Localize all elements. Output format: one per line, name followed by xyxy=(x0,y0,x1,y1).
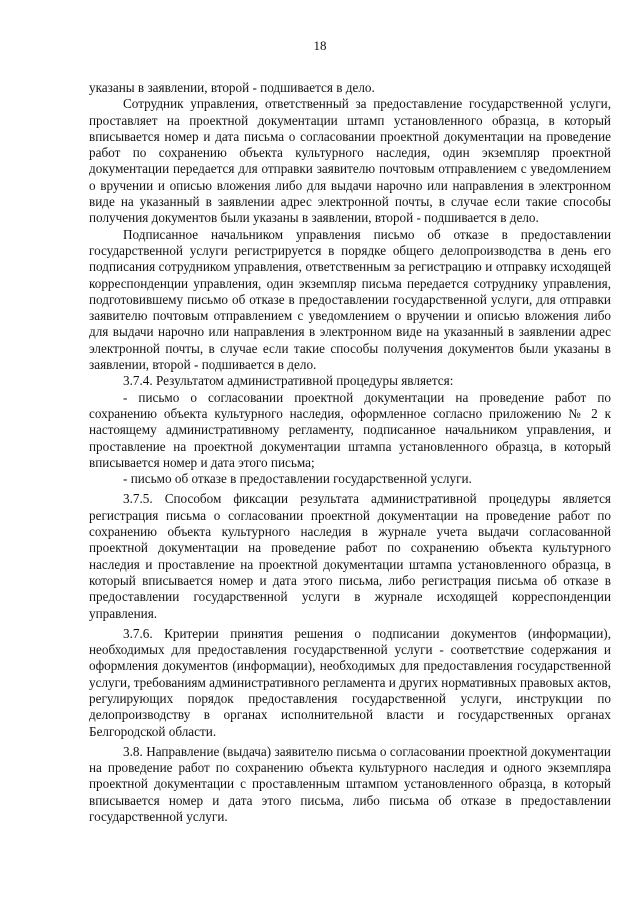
paragraph-3-7-6: 3.7.6. Критерии принятия решения о подписании документов (информации), необходимых для предоставления государственной услуги - соответствие содержания и оформления документов (информации), необходимых для предоставления государственной услуги, требованиям административного регламента и других нормативных правовых актов, регулирующих порядок предоставления государственной услуги, инструкции по делопроизводству в органах исполнительной власти и государственных органах Белгородской области. xyxy=(89,625,611,739)
document-body xyxy=(89,80,611,825)
page-number: 18 xyxy=(313,38,327,53)
paragraph-continuation: указаны в заявлении, второй - подшивается в дело. xyxy=(89,80,375,95)
list-item-refusal-letter: - письмо об отказе в предоставлении государственной услуги. xyxy=(123,471,472,487)
paragraph-stamp-procedure: Сотрудник управления, ответственный за предоставление государственной услуги, проставляет на проектной документации штамп установленного образца, в который вписывается номер и дата письма о согласовании проектной документации на проведение работ по сохранению объекта культурного наследия, один экземпляр проектной документации передается для отправки заявителю почтовым отправлением с уведомлением о вручении и описью вложения либо для выдачи нарочно или направления в электронном виде на указанный в заявлении адрес электронной почты, в случае если такие способы получения документов были указаны в заявлении, второй - подшивается в дело. xyxy=(89,96,611,226)
paragraph-3-7-5: 3.7.5. Способом фиксации результата административной процедуры является регистрация письма о согласовании проектной документации на проведение работ по сохранению объекта культурного наследия в журнале учета выдачи согласованной проектной документации на проведение работ по сохранению объекта культурного наследия и проставление на проектной документации штампа установленного образца, в который вписывается номер и дата этого письма, либо регистрация письма об отказе в предоставлении государственной услуги в журнале исходящей корреспонденции управления. xyxy=(89,491,611,621)
paragraph-3-8: 3.8. Направление (выдача) заявителю письма о согласовании проектной документации на проведение работ по сохранению объекта культурного наследия и одного экземпляра проектной документации с проставленным штампом установленного образца, в который вписывается номер и дата этого письма, либо письма об отказе в предоставлении государственной услуги. xyxy=(89,743,611,825)
paragraph-refusal-registration: Подписанное начальником управления письмо об отказе в предоставлении государственной услуги регистрируется в порядке общего делопроизводства в день его подписания сотрудником управления, ответственным за регистрацию и отправку исходящей корреспонденции управления, один экземпляр письма передается сотруднику управления, подготовившему письмо об отказе в предоставлении государственной услуги, для отправки заявителю почтовым отправлением с уведомлением о вручении и описью вложения либо для выдачи нарочно или направления в электронном виде на указанный в заявлении адрес электронной почты, в случае если такие способы получения документов были указаны в заявлении, второй - подшивается в дело. xyxy=(89,226,611,373)
list-item-approval-letter: - письмо о согласовании проектной документации на проведение работ по сохранению объекта культурного наследия, оформленное согласно приложению № 2 к настоящему административному регламенту, подписанное начальником управления, и проставление на проектной документации штампа установленного образца, в который вписывается номер и дата этого письма; xyxy=(89,389,611,470)
paragraph-3-7-4: 3.7.4. Результатом административной процедуры является: xyxy=(123,373,454,389)
